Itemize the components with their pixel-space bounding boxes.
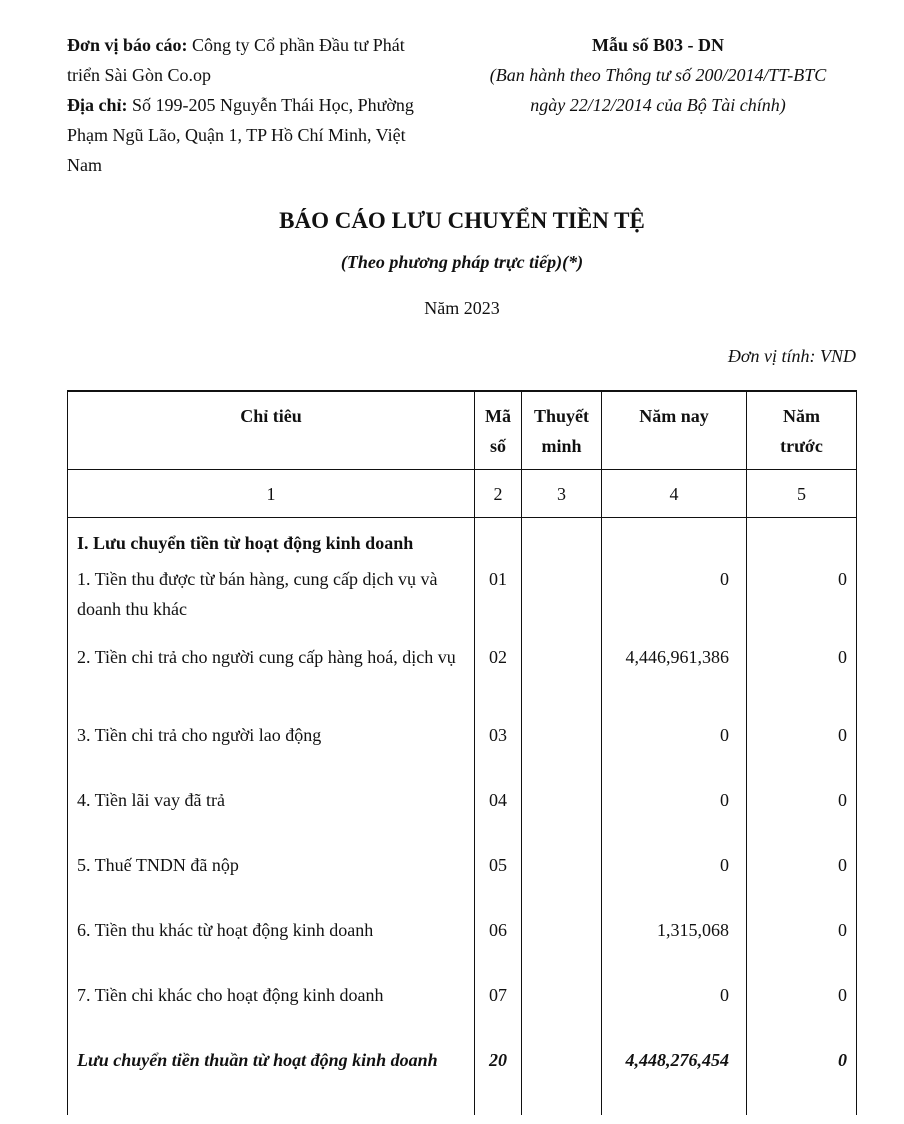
col-header-note	[522, 391, 602, 470]
row-note	[522, 720, 602, 785]
index-cell: 3	[522, 470, 602, 518]
row-current: 0	[602, 850, 747, 915]
col-header-code-l2: số	[489, 436, 506, 456]
total-row	[68, 1045, 857, 1115]
table-row	[68, 642, 857, 720]
row-current: 0	[602, 980, 747, 1045]
row-code: 01	[475, 564, 522, 642]
reporting-unit-cont: triển Sài Gòn Co.op	[67, 65, 211, 85]
row-current: 4,446,961,386	[602, 642, 747, 720]
table-row	[68, 720, 857, 785]
row-code: 06	[475, 915, 522, 980]
row-item: 3. Tiền chi trả cho người lao động	[68, 720, 475, 785]
row-note	[522, 850, 602, 915]
row-prior: 0	[747, 850, 857, 915]
table-row	[68, 564, 857, 642]
total-code: 20	[475, 1045, 522, 1115]
row-current: 1,315,068	[602, 915, 747, 980]
col-header-code-l1: Mã	[485, 406, 511, 426]
section-heading-row	[68, 518, 857, 565]
reporting-unit-label: Đơn vị báo cáo:	[67, 35, 188, 55]
row-current: 0	[602, 564, 747, 642]
row-item: 5. Thuế TNDN đã nộp	[68, 850, 475, 915]
row-code: 04	[475, 785, 522, 850]
report-year: Năm 2023	[424, 298, 500, 318]
total-note	[522, 1045, 602, 1115]
row-current: 0	[602, 785, 747, 850]
total-current: 4,448,276,454	[602, 1045, 747, 1115]
row-code: 03	[475, 720, 522, 785]
row-note	[522, 915, 602, 980]
row-prior: 0	[747, 564, 857, 642]
row-prior: 0	[747, 980, 857, 1045]
issued-by-line-2: ngày 22/12/2014 của Bộ Tài chính)	[530, 95, 786, 115]
reporting-entity-block	[67, 30, 472, 180]
col-header-current-year: Năm nay	[602, 391, 747, 470]
column-index-row	[68, 470, 857, 518]
table-row	[68, 980, 857, 1045]
currency-unit: Đơn vị tính: VND	[727, 346, 856, 366]
row-prior: 0	[747, 785, 857, 850]
col-header-note-l2: minh	[541, 436, 582, 456]
report-subtitle: (Theo phương pháp trực tiếp)(*)	[340, 252, 584, 272]
col-header-code	[475, 391, 522, 470]
row-item: 1. Tiền thu được từ bán hàng, cung cấp dịch vụ và doanh thu khác	[68, 564, 475, 642]
address-value: Số 199-205 Nguyễn Thái Học, Phường	[127, 95, 414, 115]
form-info-block	[462, 30, 854, 120]
row-prior: 0	[747, 915, 857, 980]
address-cont-2: Nam	[67, 155, 102, 175]
reporting-unit	[67, 30, 472, 60]
row-prior: 0	[747, 642, 857, 720]
row-note	[522, 785, 602, 850]
total-prior: 0	[747, 1045, 857, 1115]
total-item: Lưu chuyển tiền thuần từ hoạt động kinh doanh	[68, 1045, 475, 1115]
row-note	[522, 564, 602, 642]
address-label: Địa chỉ:	[67, 95, 128, 115]
col-header-prior-l1: Năm	[783, 406, 820, 426]
row-code: 02	[475, 642, 522, 720]
table-header-row	[68, 391, 857, 470]
address	[67, 90, 472, 120]
cash-flow-table	[67, 390, 857, 1115]
row-prior: 0	[747, 720, 857, 785]
table-row	[68, 915, 857, 980]
row-item: 4. Tiền lãi vay đã trả	[68, 785, 475, 850]
row-item: 6. Tiền thu khác từ hoạt động kinh doanh	[68, 915, 475, 980]
row-code: 05	[475, 850, 522, 915]
section-title: I. Lưu chuyển tiền từ hoạt động kinh doanh	[68, 518, 475, 565]
index-cell: 2	[475, 470, 522, 518]
index-cell: 5	[747, 470, 857, 518]
row-note	[522, 980, 602, 1045]
address-cont-1: Phạm Ngũ Lão, Quận 1, TP Hồ Chí Minh, Việt	[67, 125, 406, 145]
table-row	[68, 850, 857, 915]
col-header-item: Chỉ tiêu	[68, 391, 475, 470]
col-header-prior-l2: trước	[780, 436, 823, 456]
row-note	[522, 642, 602, 720]
issued-by-line-1: (Ban hành theo Thông tư số 200/2014/TT-BTC	[489, 65, 827, 85]
table-row	[68, 785, 857, 850]
form-number: Mẫu số B03 - DN	[591, 35, 724, 55]
col-header-note-l1: Thuyết	[533, 406, 589, 426]
report-title: BÁO CÁO LƯU CHUYỂN TIỀN TỆ	[279, 208, 645, 233]
row-item: 2. Tiền chi trả cho người cung cấp hàng hoá, dịch vụ	[68, 642, 475, 720]
col-header-prior-year	[747, 391, 857, 470]
index-cell: 4	[602, 470, 747, 518]
row-current: 0	[602, 720, 747, 785]
index-cell: 1	[68, 470, 475, 518]
reporting-unit-value: Công ty Cổ phần Đầu tư Phát	[187, 35, 405, 55]
row-code: 07	[475, 980, 522, 1045]
row-item: 7. Tiền chi khác cho hoạt động kinh doanh	[68, 980, 475, 1045]
